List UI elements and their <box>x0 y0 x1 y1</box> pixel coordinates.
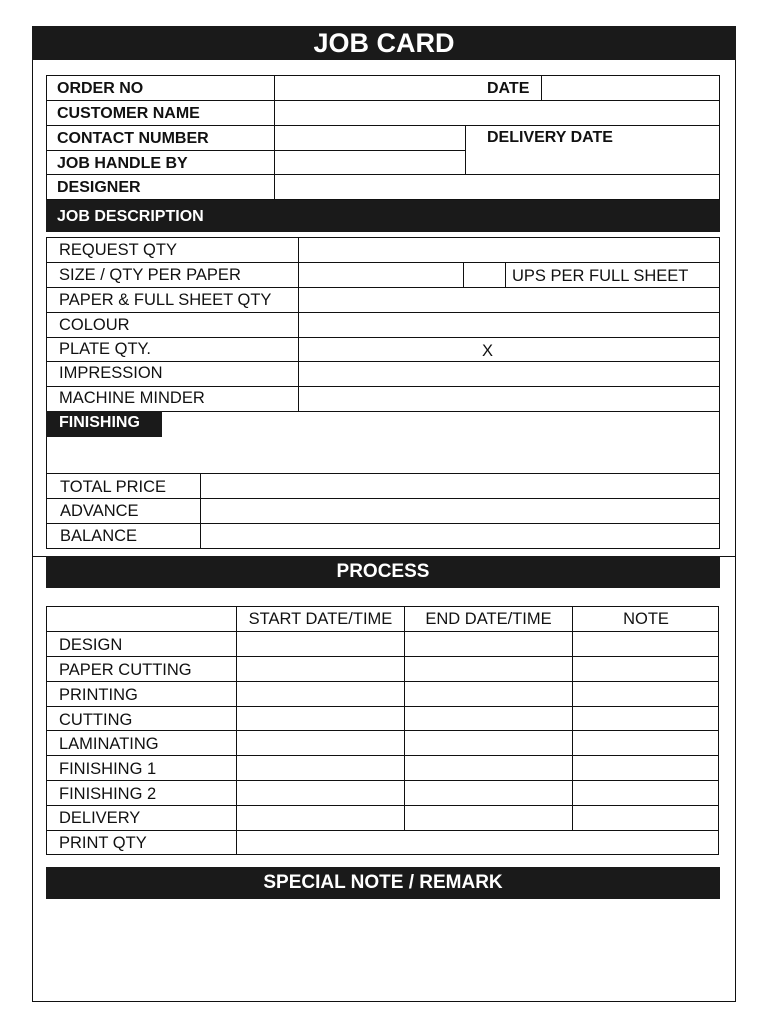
request-qty-label: REQUEST QTY <box>59 241 177 259</box>
delivery-date-field[interactable] <box>466 150 719 174</box>
note-cell[interactable] <box>573 707 719 730</box>
special-note-bar <box>46 867 720 899</box>
note-cell[interactable] <box>573 806 719 829</box>
colour-field[interactable] <box>299 313 719 337</box>
title-bar <box>32 26 736 60</box>
designer-label: DESIGNER <box>57 179 141 196</box>
job-handle-by-field[interactable] <box>275 151 464 174</box>
balance-field[interactable] <box>201 524 719 548</box>
note-cell[interactable] <box>573 731 719 754</box>
total-price-field[interactable] <box>201 474 719 498</box>
start-time-cell[interactable] <box>237 707 404 730</box>
special-note-heading: SPECIAL NOTE / REMARK <box>263 872 503 893</box>
column-header-end: END DATE/TIME <box>425 610 552 628</box>
contact-number-field[interactable] <box>275 126 464 150</box>
job-description-heading: JOB DESCRIPTION <box>57 208 204 225</box>
contact-number-label: CONTACT NUMBER <box>57 130 209 147</box>
note-cell[interactable] <box>573 682 719 705</box>
plate-qty-x-mark: X <box>482 342 494 360</box>
end-time-cell[interactable] <box>405 781 572 804</box>
date-label: DATE <box>487 80 530 97</box>
finishing-tag <box>46 411 162 437</box>
plate-qty-label: PLATE QTY. <box>59 340 152 358</box>
start-time-cell[interactable] <box>237 731 404 754</box>
note-cell[interactable] <box>573 657 719 680</box>
column-header-note: NOTE <box>623 610 669 628</box>
page-title: JOB CARD <box>313 28 455 58</box>
size-qty-per-paper-label: SIZE / QTY PER PAPER <box>59 266 241 284</box>
column-header-start: START DATE/TIME <box>248 610 393 628</box>
process-row-label: LAMINATING <box>59 735 159 753</box>
customer-name-label: CUSTOMER NAME <box>57 105 200 122</box>
ups-per-full-sheet-field[interactable] <box>464 263 505 287</box>
process-row-label: DELIVERY <box>59 809 141 827</box>
process-row-label: PAPER CUTTING <box>59 661 192 679</box>
print-qty-field[interactable] <box>237 831 718 854</box>
start-time-cell[interactable] <box>237 632 404 655</box>
process-row-label: FINISHING 1 <box>59 760 157 778</box>
note-cell[interactable] <box>573 632 719 655</box>
job-description-bar <box>46 200 720 232</box>
start-time-cell[interactable] <box>237 682 404 705</box>
designer-field[interactable] <box>275 175 719 199</box>
end-time-cell[interactable] <box>405 756 572 779</box>
paper-full-sheet-qty-field[interactable] <box>299 288 719 312</box>
request-qty-field[interactable] <box>299 238 719 262</box>
start-time-cell[interactable] <box>237 781 404 804</box>
note-cell[interactable] <box>573 781 719 804</box>
process-row-label: CUTTING <box>59 711 133 729</box>
process-heading: PROCESS <box>336 561 430 582</box>
process-row-label: PRINTING <box>59 686 138 704</box>
process-bar <box>46 556 720 588</box>
advance-field[interactable] <box>201 499 719 523</box>
size-qty-per-paper-field[interactable] <box>299 263 463 287</box>
customer-name-field[interactable] <box>275 101 719 125</box>
finishing-heading: FINISHING <box>59 414 140 431</box>
date-field[interactable] <box>542 76 719 100</box>
start-time-cell[interactable] <box>237 756 404 779</box>
end-time-cell[interactable] <box>405 707 572 730</box>
plate-qty-field[interactable] <box>299 338 719 361</box>
impression-label: IMPRESSION <box>59 364 163 382</box>
impression-field[interactable] <box>299 362 719 386</box>
note-cell[interactable] <box>573 756 719 779</box>
end-time-cell[interactable] <box>405 682 572 705</box>
delivery-date-label: DELIVERY DATE <box>487 129 613 146</box>
total-price-label: TOTAL PRICE <box>60 478 167 496</box>
order-no-label: ORDER NO <box>57 80 144 97</box>
machine-minder-label: MACHINE MINDER <box>59 389 205 407</box>
colour-label: COLOUR <box>59 316 130 334</box>
ups-per-full-sheet-label: UPS PER FULL SHEET <box>512 267 689 285</box>
special-note-field[interactable] <box>46 902 720 998</box>
finishing-field[interactable] <box>47 438 719 473</box>
start-time-cell[interactable] <box>237 657 404 680</box>
paper-full-sheet-qty-label: PAPER & FULL SHEET QTY <box>59 291 272 309</box>
process-row-label: DESIGN <box>59 636 123 654</box>
end-time-cell[interactable] <box>405 657 572 680</box>
order-no-field[interactable] <box>275 76 475 100</box>
start-time-cell[interactable] <box>237 806 404 829</box>
end-time-cell[interactable] <box>405 632 572 655</box>
end-time-cell[interactable] <box>405 731 572 754</box>
end-time-cell[interactable] <box>405 806 572 829</box>
job-handle-by-label: JOB HANDLE BY <box>57 155 188 172</box>
advance-label: ADVANCE <box>60 502 139 520</box>
balance-label: BALANCE <box>60 527 138 545</box>
machine-minder-field[interactable] <box>299 387 719 411</box>
print-qty-label: PRINT QTY <box>59 834 147 852</box>
process-row-label: FINISHING 2 <box>59 785 157 803</box>
